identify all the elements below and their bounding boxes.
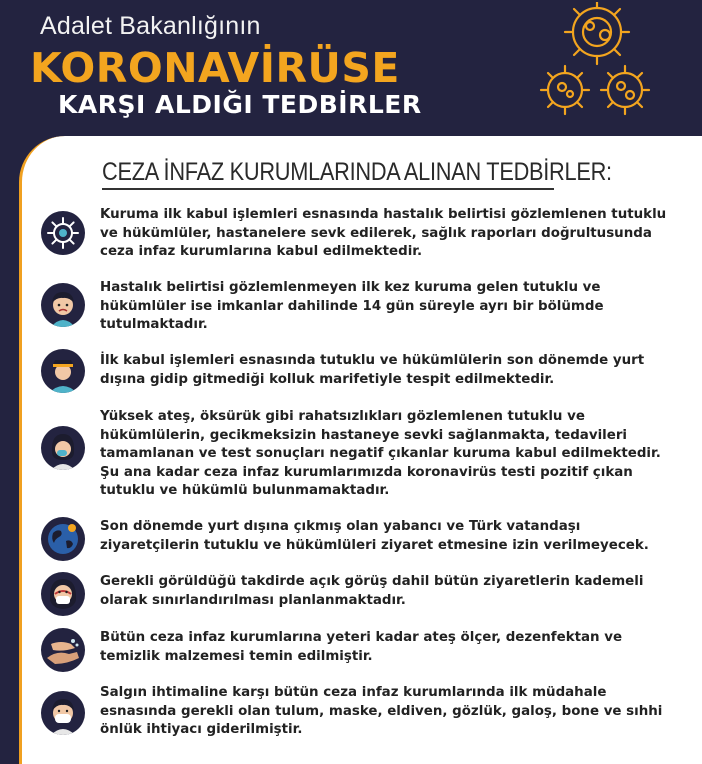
item-text: Hastalık belirtisi gözlemlenmeyen ilk kez kuruma gelen tutuklu ve hükümlüler ise imkanlar dahilinde 14 gün süreyle ayrı bir bölümde tutulmaktadır. xyxy=(100,280,604,332)
header-title-sub: KARŞI ALDIĞI TEDBİRLER xyxy=(58,90,422,119)
hand-sanitizer-icon xyxy=(41,628,85,672)
item-text: Gerekli görüldüğü takdirde açık görüş dahil bütün ziyaretlerin kademeli olarak sınırlandırılması planlanmaktadır. xyxy=(100,574,644,608)
item-text: Son dönemde yurt dışına çıkmış olan yabancı ve Türk vatandaşı ziyaretçilerin tutuklu ve hükümlüleri ziyaret etmesine izin verilmeyecek. xyxy=(100,519,649,553)
coughing-person-icon xyxy=(41,426,85,470)
virus-illustration-icon xyxy=(535,2,695,122)
virus-icon xyxy=(41,211,85,255)
header xyxy=(0,0,702,140)
measures-card xyxy=(19,136,702,764)
header-subtitle: Adalet Bakanlığının xyxy=(40,12,261,40)
item-text: Yüksek ateş, öksürük gibi rahatsızlıkları gözlemlenen tutuklu ve hükümlülerin, gecikmeksizin hastaneye sevki sağlanmakta, tedavileri tamamlanan ve test sonuçları negatif çıkanlar kuruma kabul edilmektedir. Şu ana kadar ceza infaz kurumlarımızda koronavirüs testi pozitif çıkan tutuklu ve hükümlü bulunmamaktadır. xyxy=(100,409,661,498)
title-underline xyxy=(102,188,554,190)
item-text: Salgın ihtimaline karşı bütün ceza infaz kurumlarında ilk müdahale esnasında gerekli olan tulum, maske, eldiven, gözlük, galoş, bone ve sıhhi önlük ihtiyacı giderilmiştir. xyxy=(100,685,663,737)
item-text: İlk kabul işlemleri esnasında tutuklu ve hükümlülerin son dönemde yurt dışına gidip gitmediği kolluk marifetiyle tespit edilmektedir. xyxy=(100,353,645,387)
card-title: CEZA İNFAZ KURUMLARINDA ALINAN TEDBİRLER: xyxy=(102,158,612,186)
item-text: Kuruma ilk kabul işlemleri esnasında hastalık belirtisi gözlemlenen tutuklu ve hükümlüler, hastanelere sevk edilerek, sağlık raporları doğrultusunda ceza infaz kurumlarına kabul edilmektedir. xyxy=(100,207,667,259)
sick-person-icon xyxy=(41,283,85,327)
item-text: Bütün ceza infaz kurumlarına yeteri kadar ateş ölçer, dezenfektan ve temizlik malzemesi temin edilmiştir. xyxy=(100,630,623,664)
masked-woman-icon xyxy=(41,572,85,616)
police-officer-icon xyxy=(41,349,85,393)
header-title: KORONAVİRÜSE xyxy=(30,44,400,92)
globe-icon xyxy=(41,517,85,561)
masked-man-icon xyxy=(41,691,85,735)
